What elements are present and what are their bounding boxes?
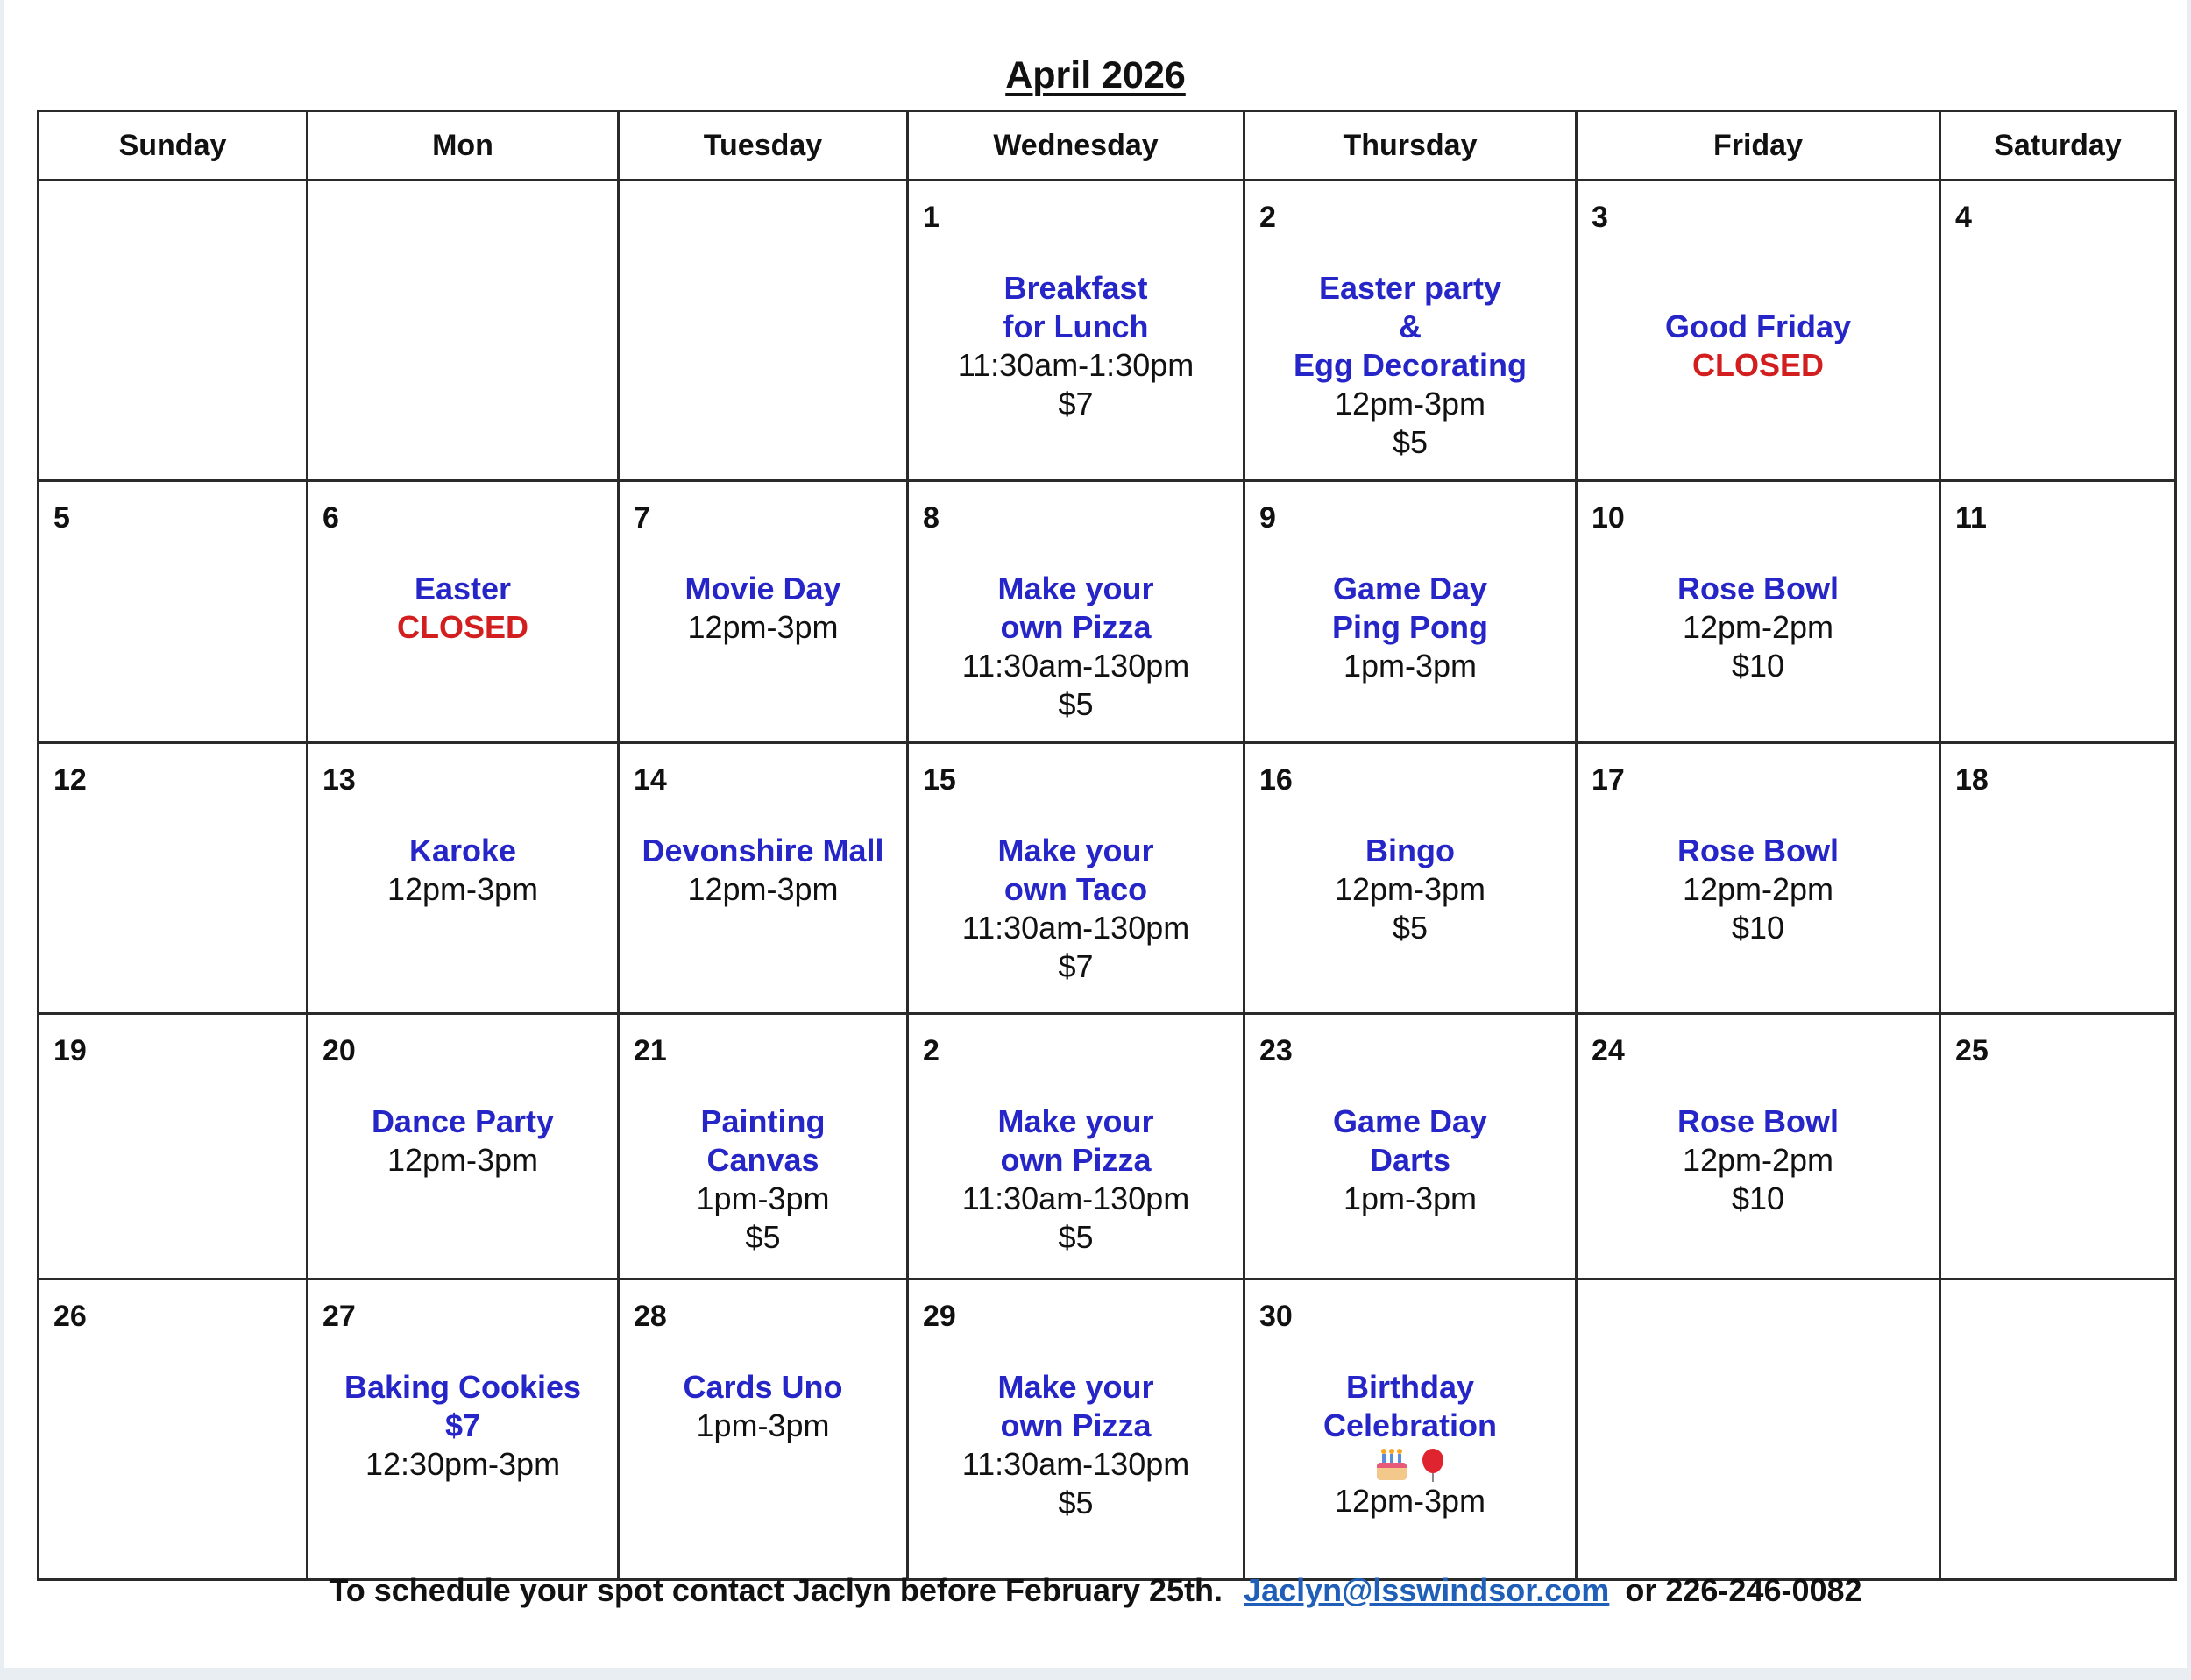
event-name: Make your xyxy=(997,571,1154,606)
day-number: 2 xyxy=(1259,201,1276,234)
calendar-day-cell xyxy=(908,1279,1244,1580)
calendar-grid xyxy=(37,110,2177,1581)
event-name: Baking Cookies xyxy=(344,1369,582,1405)
closed-label: CLOSED xyxy=(1691,347,1824,383)
day-events xyxy=(1245,1102,1575,1218)
weekday-header: Wednesday xyxy=(908,111,1244,181)
event-detail: $5 xyxy=(1058,1219,1094,1255)
day-events xyxy=(620,832,906,909)
day-number: 11 xyxy=(1955,501,1987,535)
calendar-day-cell xyxy=(1244,181,1577,481)
event-name: Easter xyxy=(414,571,512,606)
day-number: 26 xyxy=(53,1300,87,1333)
calendar-day-cell xyxy=(1244,743,1577,1014)
event-name: Devonshire Mall xyxy=(642,833,884,868)
event-detail: 1pm-3pm xyxy=(696,1407,830,1443)
day-events xyxy=(308,832,617,909)
event-name: Darts xyxy=(1369,1142,1451,1178)
day-events xyxy=(1578,832,1939,947)
event-detail: 12:30pm-3pm xyxy=(365,1446,561,1482)
calendar-day-cell xyxy=(908,481,1244,743)
day-events xyxy=(1245,570,1575,685)
calendar-day-cell xyxy=(39,481,308,743)
day-number: 8 xyxy=(923,501,940,535)
calendar-day-cell xyxy=(1940,181,2176,481)
event-detail: $5 xyxy=(1058,1485,1094,1521)
day-events xyxy=(1245,832,1575,947)
calendar-week-row xyxy=(39,481,2176,743)
day-events xyxy=(620,1102,906,1257)
day-number: 21 xyxy=(634,1034,667,1067)
event-detail: 12pm-3pm xyxy=(1334,1482,1486,1519)
event-detail: 11:30am-130pm xyxy=(961,910,1190,946)
calendar-day-cell xyxy=(1244,481,1577,743)
calendar-day-cell xyxy=(1577,1279,1940,1580)
weekday-header: Mon xyxy=(308,111,619,181)
event-detail: 11:30am-130pm xyxy=(961,1180,1190,1216)
calendar-day-cell xyxy=(1940,1014,2176,1279)
event-detail: 1pm-3pm xyxy=(1343,648,1478,684)
calendar-day-cell xyxy=(308,1279,619,1580)
calendar-day-cell xyxy=(39,1279,308,1580)
day-number: 29 xyxy=(923,1300,956,1333)
calendar-day-cell xyxy=(1244,1279,1577,1580)
day-number: 19 xyxy=(53,1034,87,1067)
day-events xyxy=(909,1102,1243,1257)
event-name: Game Day xyxy=(1332,1103,1488,1139)
calendar-day-cell xyxy=(1577,181,1940,481)
event-detail: $5 xyxy=(1392,910,1429,946)
event-name: Good Friday xyxy=(1664,308,1851,344)
event-detail: 12pm-3pm xyxy=(386,1142,539,1178)
calendar-week-row xyxy=(39,181,2176,481)
calendar-day-cell xyxy=(39,743,308,1014)
birthday-cake-icon xyxy=(1375,1450,1408,1480)
footer-contact xyxy=(0,1572,2191,1609)
event-detail: 12pm-3pm xyxy=(386,871,539,907)
calendar-day-cell xyxy=(1940,1279,2176,1580)
day-events xyxy=(308,1368,617,1484)
event-name: Easter party xyxy=(1318,270,1502,306)
event-detail: $7 xyxy=(1058,948,1094,984)
event-name: Breakfast xyxy=(1003,270,1148,306)
day-number: 16 xyxy=(1259,763,1293,797)
event-detail: 12pm-3pm xyxy=(687,871,839,907)
event-detail: $5 xyxy=(745,1219,781,1255)
calendar-day-cell xyxy=(1244,1014,1577,1279)
calendar-day-cell xyxy=(1577,1014,1940,1279)
day-events xyxy=(1245,1368,1575,1521)
day-number: 2 xyxy=(923,1034,940,1067)
calendar-day-cell xyxy=(908,1014,1244,1279)
event-name: Ping Pong xyxy=(1332,609,1488,645)
event-name: Karoke xyxy=(408,833,517,868)
event-detail: $5 xyxy=(1058,686,1094,722)
day-events xyxy=(1578,308,1939,385)
event-name: Celebration xyxy=(1322,1407,1498,1443)
event-name: Movie Day xyxy=(684,571,841,606)
calendar-day-cell xyxy=(619,481,908,743)
event-detail: 12pm-3pm xyxy=(1334,386,1486,422)
day-number: 15 xyxy=(923,763,956,797)
day-number: 1 xyxy=(923,201,940,234)
day-number: 17 xyxy=(1592,763,1625,797)
event-name: $7 xyxy=(444,1407,481,1443)
event-name: & xyxy=(1399,308,1422,344)
event-emoji-line xyxy=(1245,1445,1575,1482)
event-name: own Pizza xyxy=(1000,1407,1152,1443)
event-name: Egg Decorating xyxy=(1293,347,1528,383)
event-detail: 12pm-3pm xyxy=(1334,871,1486,907)
day-number: 6 xyxy=(323,501,339,535)
closed-label: CLOSED xyxy=(396,609,528,645)
calendar-day-cell xyxy=(39,181,308,481)
day-events xyxy=(1578,570,1939,685)
email-link[interactable]: Jaclyn@lsswindsor.com xyxy=(1244,1572,1610,1608)
calendar-day-cell xyxy=(39,1014,308,1279)
day-number: 7 xyxy=(634,501,650,535)
day-events xyxy=(620,1368,906,1445)
day-number: 20 xyxy=(323,1034,356,1067)
day-number: 13 xyxy=(323,763,356,797)
event-detail: 12pm-2pm xyxy=(1682,871,1834,907)
weekday-header: Friday xyxy=(1577,111,1940,181)
red-balloon-icon xyxy=(1421,1449,1445,1482)
event-name: Birthday xyxy=(1345,1369,1475,1405)
event-detail: 11:30am-130pm xyxy=(961,1446,1190,1482)
calendar-day-cell xyxy=(1940,481,2176,743)
weekday-header: Thursday xyxy=(1244,111,1577,181)
event-name: Rose Bowl xyxy=(1677,571,1840,606)
calendar-day-cell xyxy=(1940,743,2176,1014)
calendar-week-row xyxy=(39,743,2176,1014)
day-events xyxy=(308,1102,617,1180)
day-number: 24 xyxy=(1592,1034,1625,1067)
event-name: own Pizza xyxy=(1000,609,1152,645)
day-number: 28 xyxy=(634,1300,667,1333)
calendar-day-cell xyxy=(619,1279,908,1580)
weekday-header: Saturday xyxy=(1940,111,2176,181)
day-events xyxy=(909,1368,1243,1522)
day-number: 9 xyxy=(1259,501,1276,535)
event-detail: 1pm-3pm xyxy=(696,1180,830,1216)
calendar-day-cell xyxy=(1577,481,1940,743)
event-name: Canvas xyxy=(706,1142,819,1178)
event-name: for Lunch xyxy=(1003,308,1149,344)
day-number: 14 xyxy=(634,763,667,797)
day-number: 25 xyxy=(1955,1034,1989,1067)
calendar-day-cell xyxy=(908,743,1244,1014)
event-name: Rose Bowl xyxy=(1677,833,1840,868)
event-name: Cards Uno xyxy=(683,1369,843,1405)
weekday-header: Sunday xyxy=(39,111,308,181)
event-name: Bingo xyxy=(1365,833,1455,868)
event-name: Painting xyxy=(700,1103,826,1139)
day-events xyxy=(308,570,617,647)
day-events xyxy=(909,570,1243,724)
day-events xyxy=(909,832,1243,986)
day-number: 12 xyxy=(53,763,87,797)
day-events xyxy=(909,269,1243,423)
event-detail: $10 xyxy=(1731,910,1785,946)
day-number: 3 xyxy=(1592,201,1608,234)
event-detail: 12pm-3pm xyxy=(687,609,839,645)
day-number: 5 xyxy=(53,501,70,535)
event-detail: $10 xyxy=(1731,648,1785,684)
event-name: Rose Bowl xyxy=(1677,1103,1840,1139)
weekday-header-row xyxy=(39,111,2176,181)
event-name: Make your xyxy=(997,833,1154,868)
event-detail: $7 xyxy=(1058,386,1094,422)
day-number: 4 xyxy=(1955,201,1972,234)
event-name: Make your xyxy=(997,1369,1154,1405)
calendar-week-row xyxy=(39,1279,2176,1580)
day-events xyxy=(1245,269,1575,462)
calendar-day-cell xyxy=(308,481,619,743)
event-name: Make your xyxy=(997,1103,1154,1139)
event-name: Dance Party xyxy=(371,1103,555,1139)
footer-text: To schedule your spot contact Jaclyn before February 25th. xyxy=(329,1572,1223,1608)
calendar-day-cell xyxy=(308,181,619,481)
calendar-day-cell xyxy=(1577,743,1940,1014)
calendar-day-cell xyxy=(908,181,1244,481)
event-detail: $10 xyxy=(1731,1180,1785,1216)
day-number: 23 xyxy=(1259,1034,1293,1067)
weekday-header: Tuesday xyxy=(619,111,908,181)
calendar-title: April 2026 xyxy=(1005,54,1186,96)
event-detail: 11:30am-1:30pm xyxy=(957,347,1195,383)
day-events xyxy=(1578,1102,1939,1218)
event-name: own Pizza xyxy=(1000,1142,1152,1178)
day-number: 27 xyxy=(323,1300,356,1333)
calendar-week-row xyxy=(39,1014,2176,1279)
event-detail: $5 xyxy=(1392,424,1429,460)
calendar-day-cell xyxy=(619,743,908,1014)
event-name: Game Day xyxy=(1332,571,1488,606)
event-detail: 12pm-2pm xyxy=(1682,609,1834,645)
calendar-day-cell xyxy=(619,181,908,481)
event-name: own Taco xyxy=(1003,871,1148,907)
calendar-day-cell xyxy=(308,743,619,1014)
day-number: 18 xyxy=(1955,763,1989,797)
calendar-day-cell xyxy=(619,1014,908,1279)
day-events xyxy=(620,570,906,647)
event-detail: 11:30am-130pm xyxy=(961,648,1190,684)
calendar-day-cell xyxy=(308,1014,619,1279)
event-detail: 1pm-3pm xyxy=(1343,1180,1478,1216)
day-number: 30 xyxy=(1259,1300,1293,1333)
day-number: 10 xyxy=(1592,501,1625,535)
footer-phone: or 226-246-0082 xyxy=(1625,1572,1862,1608)
event-detail: 12pm-2pm xyxy=(1682,1142,1834,1178)
